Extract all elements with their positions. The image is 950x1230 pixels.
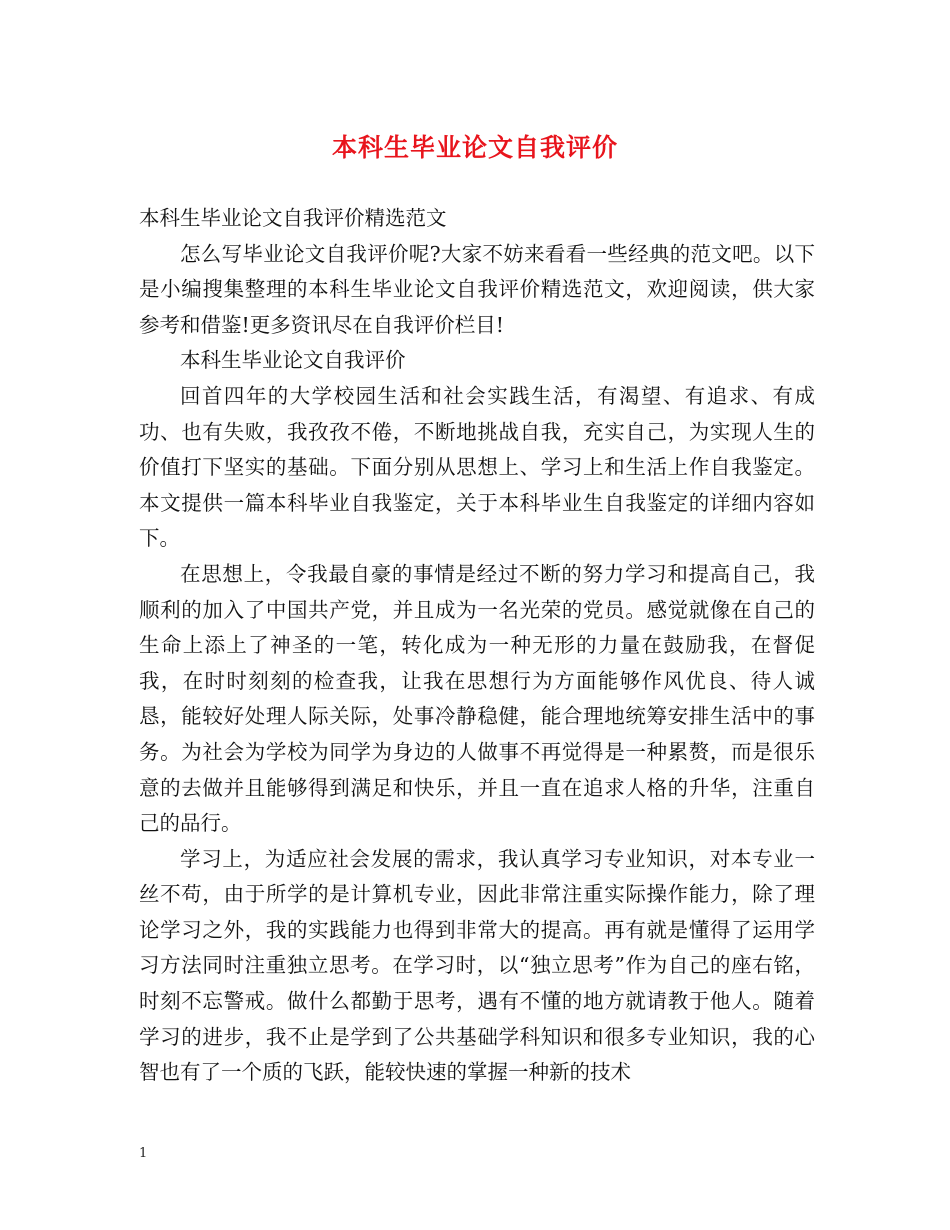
intro-paragraph: 怎么写毕业论文自我评价呢?大家不妨来看看一些经典的范文吧。以下是小编搜集整理的本科生毕业论文自我评价精选范文，欢迎阅读，供大家参考和借鉴!更多资讯尽在自我评价栏目! — [139, 241, 815, 337]
subtitle-paragraph: 本科生毕业论文自我评价精选范文 — [139, 206, 447, 230]
body-paragraph-ideology: 在思想上，令我最自豪的事情是经过不断的努力学习和提高自己，我顺利的加入了中国共产党，并且成为一名光荣的党员。感觉就像在自己的生命上添上了神圣的一笔，转化成为一种无形的力量在鼓励我，在督促我，在时时刻刻的检查我，让我在思想行为方面能够作风优良、待人诚恳，能较好处理人际关际，处事冷静稳健，能合理地统筹安排生活中的事务。为社会为学校为同学为身边的人做事不再觉得是一种累赘，而是很乐意的去做并且能够得到满足和快乐，并且一直在追求人格的升华，注重自己的品行。 — [139, 561, 815, 836]
document-title: 本科生毕业论文自我评价 — [331, 133, 618, 162]
document-body — [139, 201, 815, 1091]
body-paragraph-study: 学习上，为适应社会发展的需求，我认真学习专业知识，对本专业一丝不苟，由于所学的是计算机专业，因此非常注重实际操作能力，除了理论学习之外，我的实践能力也得到非常大的提高。再有就是懂得了运用学习方法同时注重独立思考。在学习时，以“独立思考”作为自己的座右铭，时刻不忘警戒。做什么都勤于思考，遇有不懂的地方就请教于他人。随着学习的进步，我不止是学到了公共基础学科知识和很多专业知识，我的心智也有了一个质的飞跃，能较快速的掌握一种新的技术 — [139, 846, 815, 1085]
page-number: 1 — [139, 1146, 148, 1161]
section-heading: 本科生毕业论文自我评价 — [180, 348, 406, 373]
body-paragraph-overview: 回首四年的大学校园生活和社会实践生活，有渴望、有追求、有成功、也有失败，我孜孜不倦，不断地挑战自我，充实自己，为实现人生的价值打下坚实的基础。下面分别从思想上、学习上和生活上作自我鉴定。本文提供一篇本科毕业自我鉴定，关于本科毕业生自我鉴定的详细内容如下。 — [139, 383, 815, 551]
